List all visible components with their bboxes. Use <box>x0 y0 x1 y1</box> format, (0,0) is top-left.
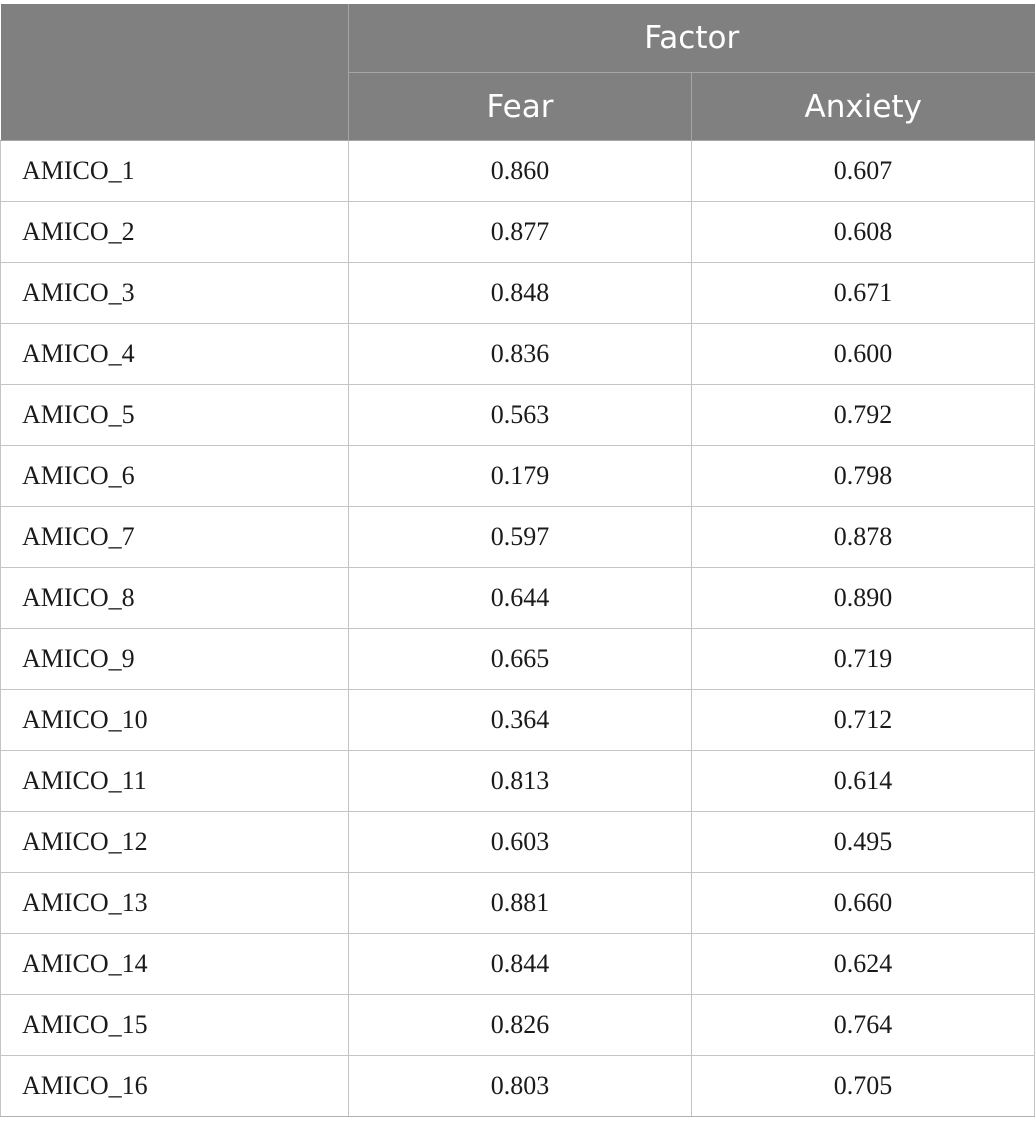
anxiety-loading-cell: 0.608 <box>692 202 1035 263</box>
table-row <box>1 934 1035 995</box>
fear-loading-cell: 0.665 <box>349 629 692 690</box>
table-row <box>1 324 1035 385</box>
fear-loading-cell: 0.179 <box>349 446 692 507</box>
anxiety-loading-cell: 0.764 <box>692 995 1035 1056</box>
anxiety-loading-cell: 0.495 <box>692 812 1035 873</box>
table-row <box>1 995 1035 1056</box>
table-row <box>1 141 1035 202</box>
table-header <box>1 4 1035 141</box>
column-header-anxiety: Anxiety <box>692 73 1035 141</box>
anxiety-loading-cell: 0.624 <box>692 934 1035 995</box>
item-label-cell: AMICO_1 <box>1 141 349 202</box>
header-row-group <box>1 4 1035 73</box>
anxiety-loading-cell: 0.878 <box>692 507 1035 568</box>
table-row <box>1 873 1035 934</box>
item-label-cell: AMICO_2 <box>1 202 349 263</box>
column-header-fear: Fear <box>349 73 692 141</box>
table-row <box>1 751 1035 812</box>
fear-loading-cell: 0.860 <box>349 141 692 202</box>
item-label-cell: AMICO_7 <box>1 507 349 568</box>
anxiety-loading-cell: 0.890 <box>692 568 1035 629</box>
table-row <box>1 812 1035 873</box>
anxiety-loading-cell: 0.600 <box>692 324 1035 385</box>
fear-loading-cell: 0.877 <box>349 202 692 263</box>
item-label-cell: AMICO_10 <box>1 690 349 751</box>
anxiety-loading-cell: 0.660 <box>692 873 1035 934</box>
table-row <box>1 1056 1035 1117</box>
fear-loading-cell: 0.813 <box>349 751 692 812</box>
table-row <box>1 690 1035 751</box>
item-label-cell: AMICO_13 <box>1 873 349 934</box>
factor-group-header: Factor <box>349 4 1035 73</box>
table-row <box>1 568 1035 629</box>
anxiety-loading-cell: 0.671 <box>692 263 1035 324</box>
item-label-cell: AMICO_4 <box>1 324 349 385</box>
item-label-cell: AMICO_5 <box>1 385 349 446</box>
fear-loading-cell: 0.848 <box>349 263 692 324</box>
item-label-cell: AMICO_8 <box>1 568 349 629</box>
factor-loadings-table <box>0 4 1035 1117</box>
fear-loading-cell: 0.603 <box>349 812 692 873</box>
table-row <box>1 385 1035 446</box>
item-label-cell: AMICO_15 <box>1 995 349 1056</box>
anxiety-loading-cell: 0.712 <box>692 690 1035 751</box>
table-row <box>1 446 1035 507</box>
fear-loading-cell: 0.826 <box>349 995 692 1056</box>
table-row <box>1 263 1035 324</box>
table-row <box>1 629 1035 690</box>
fear-loading-cell: 0.844 <box>349 934 692 995</box>
item-label-cell: AMICO_14 <box>1 934 349 995</box>
anxiety-loading-cell: 0.614 <box>692 751 1035 812</box>
fear-loading-cell: 0.364 <box>349 690 692 751</box>
item-label-cell: AMICO_11 <box>1 751 349 812</box>
item-label-cell: AMICO_9 <box>1 629 349 690</box>
fear-loading-cell: 0.597 <box>349 507 692 568</box>
table-body <box>1 141 1035 1117</box>
table-row <box>1 507 1035 568</box>
item-label-cell: AMICO_6 <box>1 446 349 507</box>
anxiety-loading-cell: 0.607 <box>692 141 1035 202</box>
fear-loading-cell: 0.563 <box>349 385 692 446</box>
corner-cell <box>1 4 349 141</box>
item-label-cell: AMICO_3 <box>1 263 349 324</box>
fear-loading-cell: 0.881 <box>349 873 692 934</box>
item-label-cell: AMICO_16 <box>1 1056 349 1117</box>
fear-loading-cell: 0.803 <box>349 1056 692 1117</box>
anxiety-loading-cell: 0.792 <box>692 385 1035 446</box>
item-label-cell: AMICO_12 <box>1 812 349 873</box>
anxiety-loading-cell: 0.705 <box>692 1056 1035 1117</box>
fear-loading-cell: 0.644 <box>349 568 692 629</box>
table-row <box>1 202 1035 263</box>
anxiety-loading-cell: 0.798 <box>692 446 1035 507</box>
fear-loading-cell: 0.836 <box>349 324 692 385</box>
anxiety-loading-cell: 0.719 <box>692 629 1035 690</box>
